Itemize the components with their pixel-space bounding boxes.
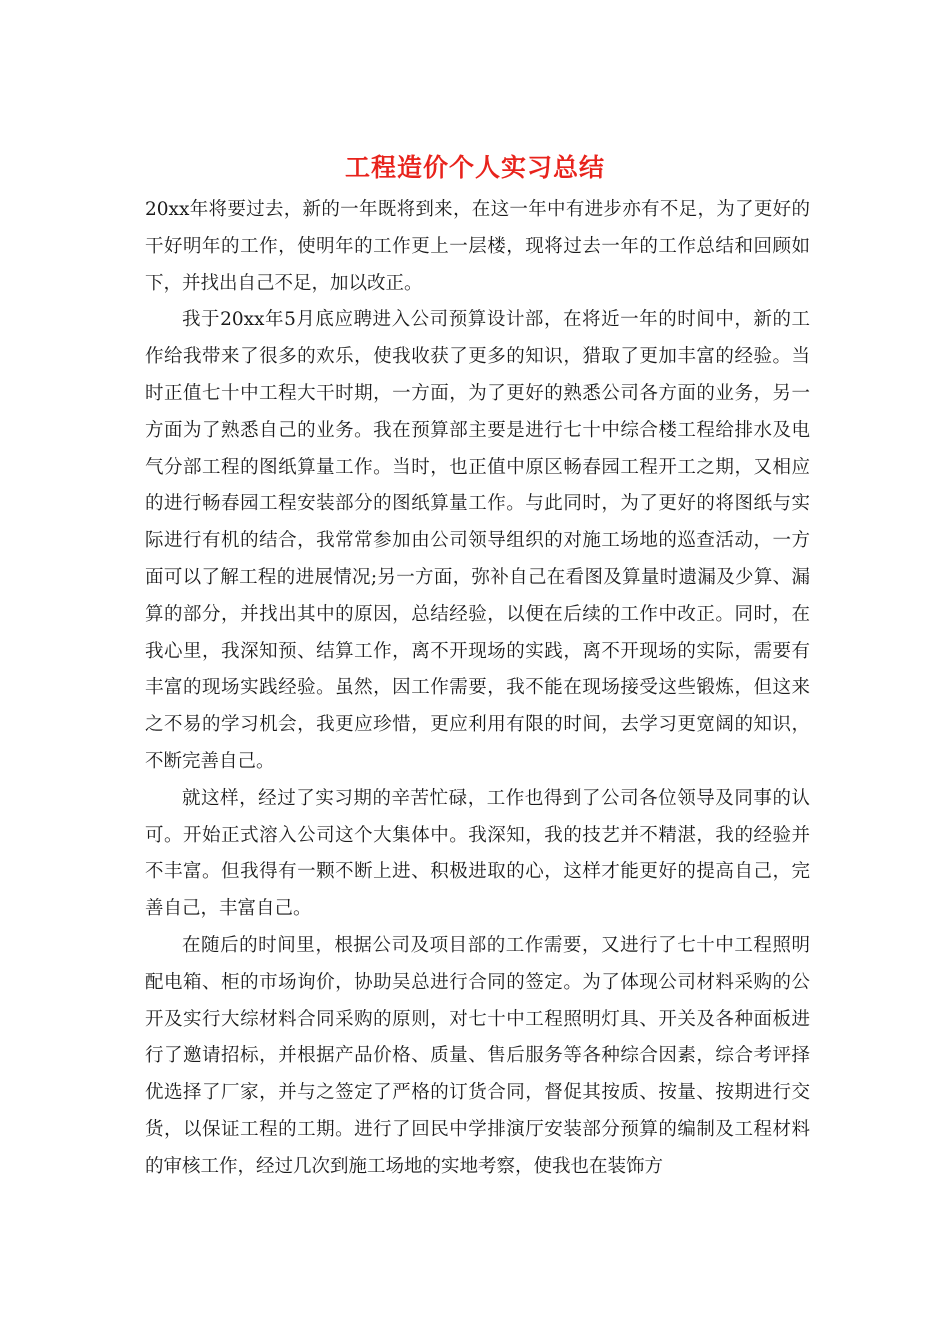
document-body [145, 192, 810, 1186]
paragraph-1: 20xx年将要过去，新的一年既将到来，在这一年中有进步亦有不足，为了更好的干好明年的工作，使明年的工作更上一层楼，现将过去一年的工作总结和回顾如下，并找出自己不足，加以改正。 [145, 199, 810, 294]
document-title: 工程造价个人实习总结 [344, 153, 605, 182]
paragraph-2: 我于20xx年5月底应聘进入公司预算设计部，在将近一年的时间中，新的工作给我带来了很多的欢乐，使我收获了更多的知识，猎取了更加丰富的经验。当时正值七十中工程大干时期，一方面，为了更好的熟悉公司各方面的业务，另一方面为了熟悉自己的业务。我在预算部主要是进行七十中综合楼工程给排水及电气分部工程的图纸算量工作。当时，也正值中原区畅春园工程开工之期，又相应的进行畅春园工程安装部分的图纸算量工作。与此同时，为了更好的将图纸与实际进行有机的结合，我常常参加由公司领导组织的对施工场地的巡查活动，一方面可以了解工程的进展情况;另一方面，弥补自己在看图及算量时遗漏及少算、漏算的部分，并找出其中的原因，总结经验，以便在后续的工作中改正。同时，在我心里，我深知预、结算工作，离不开现场的实践，离不开现场的实际，需要有丰富的现场实践经验。虽然，因工作需要，我不能在现场接受这些锻炼，但这来之不易的学习机会，我更应珍惜，更应利用有限的时间，去学习更宽阔的知识，不断完善自己。 [145, 309, 810, 772]
paragraph-4: 在随后的时间里，根据公司及项目部的工作需要，又进行了七十中工程照明配电箱、柜的市场询价，协助吴总进行合同的签定。为了体现公司材料采购的公开及实行大综材料合同采购的原则，对七十中工程照明灯具、开关及各种面板进行了邀请招标，并根据产品价格、质量、售后服务等各种综合因素，综合考评择优选择了厂家，并与之签定了严格的订货合同，督促其按质、按量、按期进行交货，以保证工程的工期。进行了回民中学排演厅安装部分预算的编制及工程材料的审核工作，经过几次到施工场地的实地考察，使我也在装饰方 [145, 934, 810, 1177]
paragraph-3: 就这样，经过了实习期的辛苦忙碌，工作也得到了公司各位领导及同事的认可。开始正式溶入公司这个大集体中。我深知，我的技艺并不精湛，我的经验并不丰富。但我得有一颗不断上进、积极进取的心，这样才能更好的提高自己，完善自己，丰富自己。 [145, 787, 810, 920]
